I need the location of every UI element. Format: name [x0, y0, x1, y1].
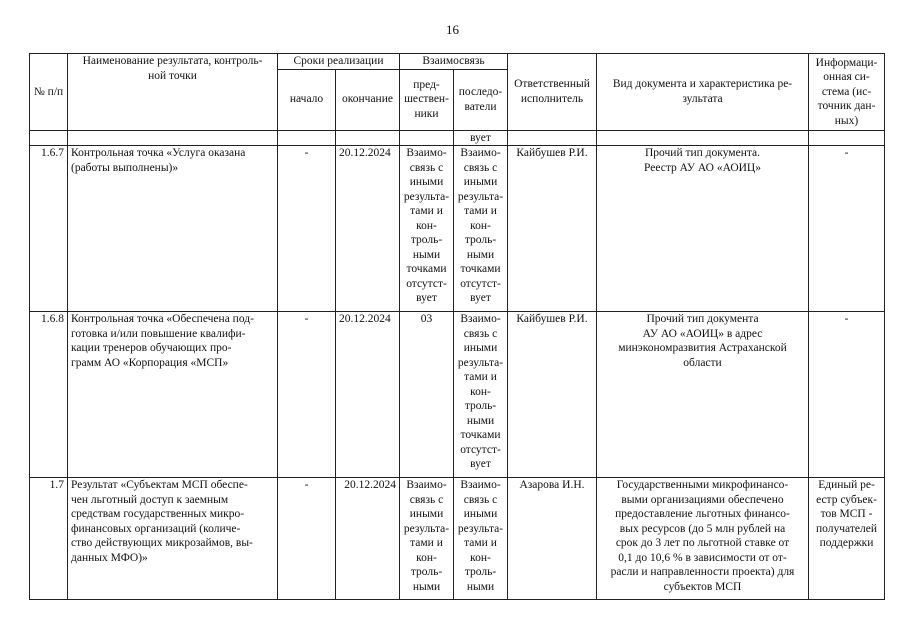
- header-num: № п/п: [30, 54, 68, 131]
- row-start: -: [278, 312, 336, 478]
- row-predecessors: Взаимо- связь с иными результа- тами и кон- троль- ными точками отсутст- вует: [400, 146, 454, 312]
- header-responsible: Ответственный исполнитель: [508, 54, 597, 131]
- cont-successors: вует: [454, 130, 508, 146]
- row-successors: Взаимо- связь с иными результа- тами и кон- троль- ными: [454, 478, 508, 600]
- cont-responsible: [508, 130, 597, 146]
- header-row-1: [30, 54, 885, 70]
- header-name: Наименование результата, контроль- ной точки: [68, 54, 278, 131]
- row-end: 20.12.2024: [336, 312, 400, 478]
- row-doc-type: Государственными микрофинансо- выми организациями обеспечено предоставление льготных финансо- вых ресурсов (до 5 млн рублей на срок до 3 лет по льготной ставке от 0,1 до 10,6 % в зависимости от от- расли и направленности проекта) для субъектов МСП: [597, 478, 809, 600]
- table-row: [30, 478, 885, 600]
- row-num: 1.7: [30, 478, 68, 600]
- row-doc-type: Прочий тип документа АУ АО «АОИЦ» в адрес минэкономразвития Астраханской области: [597, 312, 809, 478]
- header-predecessors: пред- шествен- ники: [400, 69, 454, 130]
- row-successors: Взаимо- связь с иными результа- тами и кон- троль- ными точками отсутст- вует: [454, 146, 508, 312]
- row-end: 20.12.2024: [336, 478, 400, 600]
- cont-predecessors: [400, 130, 454, 146]
- cont-num: [30, 130, 68, 146]
- header-end: окончание: [336, 69, 400, 130]
- header-info-system: Информаци- онная си- стема (ис- точник дан- ных): [809, 54, 885, 131]
- cont-start: [278, 130, 336, 146]
- row-info-system: -: [809, 312, 885, 478]
- row-start: -: [278, 146, 336, 312]
- row-start: -: [278, 478, 336, 600]
- row-responsible: Кайбушев Р.И.: [508, 146, 597, 312]
- cont-end: [336, 130, 400, 146]
- row-predecessors: 03: [400, 312, 454, 478]
- row-name: Контрольная точка «Обеспечена под- готовка и/или повышение квалифи- кации тренеров обучающих про- грамм АО «Корпорация «МСП»: [68, 312, 278, 478]
- row-num: 1.6.8: [30, 312, 68, 478]
- row-name: Контрольная точка «Услуга оказана (работы выполнены)»: [68, 146, 278, 312]
- table-row: [30, 146, 885, 312]
- header-relation: Взаимосвязь: [400, 54, 508, 70]
- table-row: [30, 312, 885, 478]
- row-responsible: Азарова И.Н.: [508, 478, 597, 600]
- row-doc-type: Прочий тип документа. Реестр АУ АО «АОИЦ»: [597, 146, 809, 312]
- row-predecessors: Взаимо- связь с иными результа- тами и кон- троль- ными: [400, 478, 454, 600]
- row-info-system: Единый ре- естр субъек- тов МСП - получателей поддержки: [809, 478, 885, 600]
- cont-info-system: [809, 130, 885, 146]
- row-info-system: -: [809, 146, 885, 312]
- cont-doc-type: [597, 130, 809, 146]
- row-successors: Взаимо- связь с иными результа- тами и кон- троль- ными точками отсутст- вует: [454, 312, 508, 478]
- page-number: 16: [446, 22, 459, 37]
- row-end: 20.12.2024: [336, 146, 400, 312]
- header-successors: последо- ватели: [454, 69, 508, 130]
- continuation-row: [30, 130, 885, 146]
- row-name: Результат «Субъектам МСП обеспе- чен льготный доступ к заемным средствам государственных микро- финансовых организаций (количе- ство действующих микрозаймов, вы- данных МФО)»: [68, 478, 278, 600]
- cont-name: [68, 130, 278, 146]
- header-start: начало: [278, 69, 336, 130]
- row-responsible: Кайбушев Р.И.: [508, 312, 597, 478]
- header-terms: Сроки реализации: [278, 54, 400, 70]
- row-num: 1.6.7: [30, 146, 68, 312]
- header-doc-type: Вид документа и характеристика ре- зультата: [597, 54, 809, 131]
- plan-table: [29, 53, 885, 600]
